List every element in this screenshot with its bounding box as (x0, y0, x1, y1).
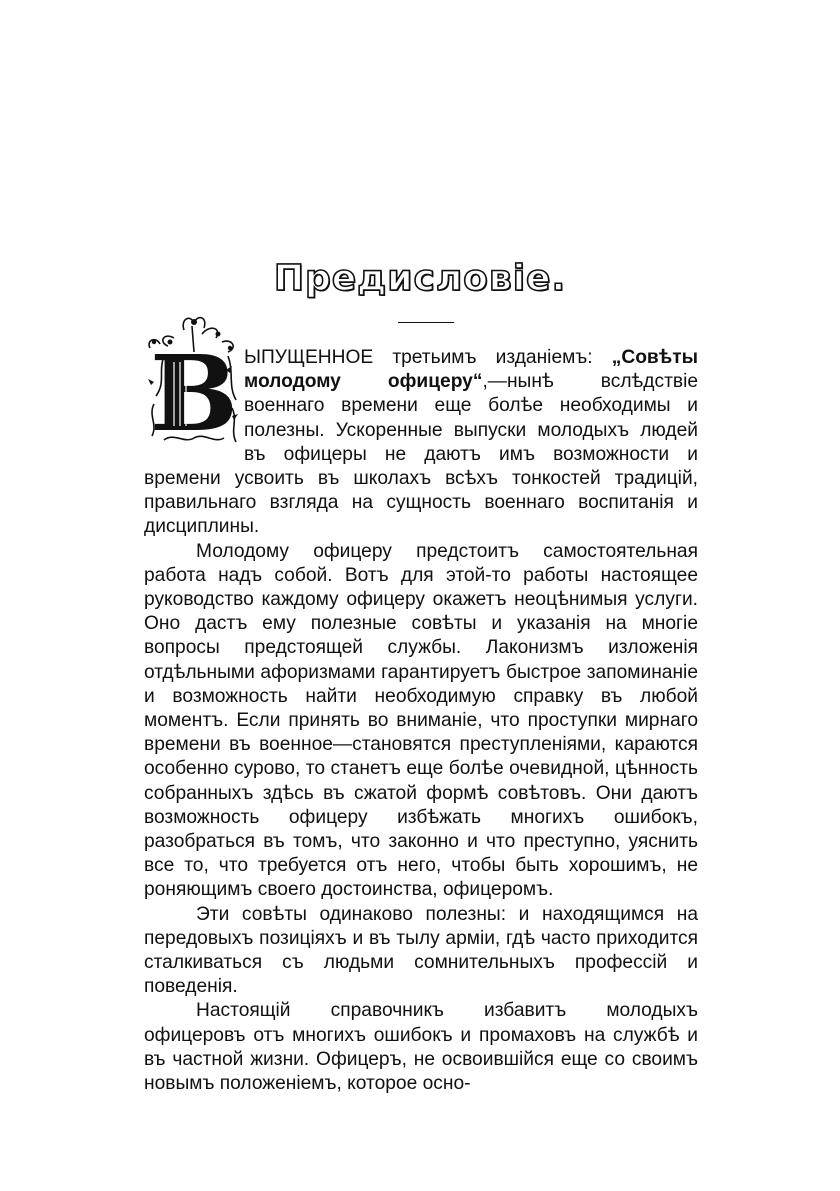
dropcap-space (144, 346, 240, 446)
paragraph-1-rest: ,—нынѣ вслѣдствіе военнаго времени еще болѣе необходимы и полезны. Ускоренные выпуски молодыхъ людей въ офицеры не даютъ имъ возможности и времени усвоить въ школахъ всѣхъ тонкостей традицій, правильнаго взгляда на сущность военнаго воспитанія и дисциплины. (144, 371, 699, 538)
paragraph-4: Настоящій справочникъ избавитъ молодыхъ офицеровъ отъ многихъ ошибокъ и промаховъ на службѣ и въ частной жизни. Офицеръ, не освоившійся еще со своимъ новымъ положеніемъ, которое осно- (144, 1000, 698, 1095)
paragraph-2: Молодому офицеру предстоитъ самостоятельная работа надъ собой. Вотъ для этой-то работы настоящее руководство каждому офицеру окажетъ неоцѣнимыя услуги. Оно дастъ ему полезные совѣты и указанія на многіе вопросы предстоящей службы. Лаконизмъ изложенія отдѣльными афоризмами гарантируетъ быстрое запоминаніе и возможность найти необходимую справку въ любой моментъ. Если принять во вниманіе, что проступки мирнаго времени въ военное—становятся преступленіями, караются особенно сурово, то станетъ еще болѣе очевидной, цѣнность собранныхъ здѣсь въ сжатой формѣ совѣтовъ. Они даютъ возможность офицеру избѣжать многихъ ошибокъ, разобраться въ томъ, что законно и что преступно, уяснить все то, что требуется отъ него, чтобы быть хорошимъ, не роняющимъ своего достоинства, офицеромъ. (144, 540, 698, 901)
preface-body (144, 346, 698, 1096)
dropcap-letter: В (150, 332, 238, 450)
page-title: Предисловіе. (273, 258, 567, 299)
paragraph-1 (144, 346, 698, 540)
book-title-reference: „Совѣты молодому офицеру“ (244, 347, 698, 393)
paragraph-1-start: ЫПУЩЕННОЕ третьимъ изданіемъ: (244, 347, 612, 368)
title-divider (398, 322, 454, 323)
paragraph-3: Эти совѣты одинаково полезны: и находящимся на передовыхъ позиціяхъ и въ тылу арміи, гдѣ часто приходится сталкиваться съ людьми сомнительныхъ профессій и поведенія. (144, 903, 698, 998)
